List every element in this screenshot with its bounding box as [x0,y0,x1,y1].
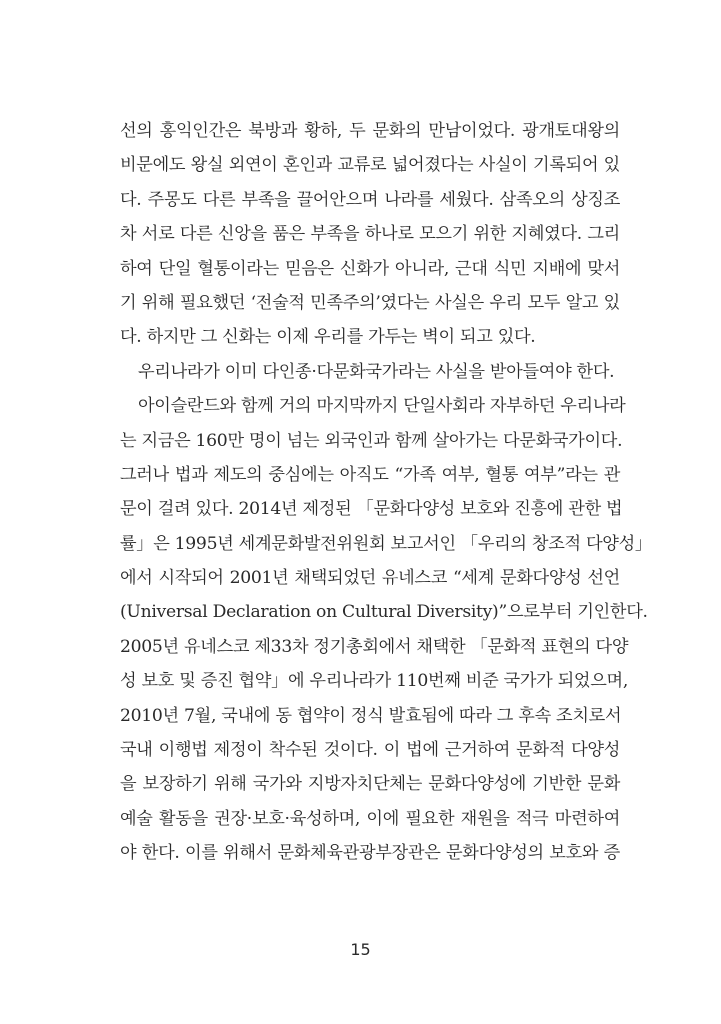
text-line-9: 아이슬란드와 함께 거의 마지막까지 단일사회라 자부하던 우리나라 [138,396,626,417]
text-line-16: 2005년 유네스코 제33차 정기총회에서 채택한 「문화적 표현의 다양 [120,636,629,657]
text-line-4: 차 서로 다른 신앙을 품은 부족을 하나로 모으기 위한 지혜였다. 그리 [120,224,620,245]
text-line-22: 야 한다. 이를 위해서 문화체육관광부장관은 문화다양성의 보호와 증 [120,843,620,864]
text-line-2: 비문에도 왕실 외연이 혼인과 교류로 넓어졌다는 사실이 기록되어 있 [120,155,620,176]
text-line-3: 다. 주몽도 다른 부족을 끌어안으며 나라를 세웠다. 삼족오의 상징조 [120,189,620,210]
body-text [120,114,652,871]
page-number: 15 [350,940,371,959]
text-line-18: 2010년 7월, 국내에 동 협약이 정식 발효됨에 따라 그 후속 조치로서 [120,705,622,726]
text-line-8: 우리나라가 이미 다인종·다문화국가라는 사실을 받아들여야 한다. [138,361,615,382]
text-line-17: 성 보호 및 증진 협약」에 우리나라가 110번째 비준 국가가 되었으며, [120,671,629,692]
text-line-12: 문이 걸려 있다. 2014년 제정된 「문화다양성 보호와 진흥에 관한 법 [120,499,623,520]
text-line-14: 에서 시작되어 2001년 채택되었던 유네스코 “세계 문화다양성 선언 [120,568,620,589]
text-line-21: 예술 활동을 권장·보호·육성하며, 이에 필요한 재원을 적극 마련하여 [120,808,620,829]
text-line-7: 다. 하지만 그 신화는 이제 우리를 가두는 벽이 되고 있다. [120,327,536,348]
text-line-13: 률」은 1995년 세계문화발전위원회 보고서인 「우리의 창조적 다양성」 [120,533,652,554]
text-line-1: 선의 홍익인간은 북방과 황하, 두 문화의 만남이었다. 광개토대왕의 [120,121,620,141]
text-line-10: 는 지금은 160만 명이 넘는 외국인과 함께 살아가는 다문화국가이다. [120,430,623,451]
text-line-6: 기 위해 필요했던 ‘전술적 민족주의’였다는 사실은 우리 모두 알고 있 [120,292,620,313]
text-line-11: 그러나 법과 제도의 중심에는 아직도 “가족 여부, 혈통 여부”라는 관 [120,464,620,485]
text-line-20: 을 보장하기 위해 국가와 지방자치단체는 문화다양성에 기반한 문화 [120,774,620,795]
text-line-19: 국내 이행법 제정이 착수된 것이다. 이 법에 근거하여 문화적 다양성 [120,740,620,761]
text-line-15: (Universal Declaration on Cultural Diversity)”으로부터 기인한다. [120,602,648,623]
text-line-5: 하여 단일 혈통이라는 믿음은 신화가 아니라, 근대 식민 지배에 맞서 [120,258,620,279]
